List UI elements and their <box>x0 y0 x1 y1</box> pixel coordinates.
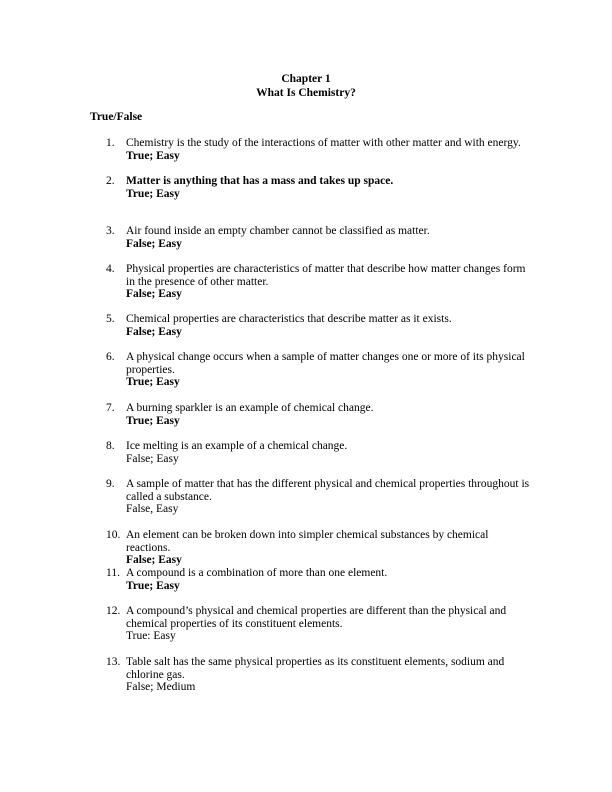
question-number: 8. <box>106 440 115 452</box>
question-item <box>90 175 530 200</box>
question-item <box>90 440 530 465</box>
chapter-number: Chapter 1 <box>281 73 331 85</box>
question-text: Matter is anything that has a mass and takes up space. <box>126 175 394 187</box>
question-text: Table salt has the same physical properties as its constituent elements, sodium and chlorine gas. <box>126 656 505 681</box>
question-answer: True; Easy <box>126 414 180 427</box>
chapter-header <box>0 72 612 100</box>
question-answer: False; Easy <box>126 325 182 338</box>
section-heading: True/False <box>90 111 143 123</box>
question-answer: True: Easy <box>126 630 176 642</box>
question-number: 7. <box>106 402 115 414</box>
question-text: A burning sparkler is an example of chemical change. <box>126 402 374 414</box>
question-answer: False; Medium <box>126 681 196 693</box>
question-answer: False; Easy <box>126 237 182 250</box>
question-text: A sample of matter that has the different physical and chemical properties throughout is called a substance. <box>126 478 530 503</box>
question-text: Chemistry is the study of the interactions of matter with other matter and with energy. <box>126 137 521 149</box>
question-answer: False; Easy <box>126 554 182 566</box>
question-number: 9. <box>106 478 115 490</box>
chapter-title: What Is Chemistry? <box>256 87 356 99</box>
question-number: 5. <box>106 313 115 325</box>
question-text: Air found inside an empty chamber cannot be classified as matter. <box>126 225 430 237</box>
question-item <box>90 137 530 162</box>
question-item <box>90 313 530 338</box>
question-number: 12. <box>106 605 121 617</box>
question-number: 4. <box>106 263 115 275</box>
question-text: A physical change occurs when a sample of matter changes one or more of its physical properties. <box>126 351 525 376</box>
question-number: 6. <box>106 351 115 363</box>
question-number: 10. <box>106 529 121 541</box>
question-answer: True; Easy <box>126 187 180 200</box>
question-item <box>90 351 530 389</box>
question-answer: False; Easy <box>126 288 182 300</box>
question-item <box>90 656 530 694</box>
question-number: 2. <box>106 175 115 187</box>
question-item <box>90 529 530 567</box>
question-item <box>90 478 530 516</box>
question-answer: True; Easy <box>126 149 180 162</box>
question-text: A compound’s physical and chemical properties are different than the physical and chemical properties of its constituent elements. <box>126 605 507 630</box>
question-item <box>90 225 530 250</box>
question-number: 11. <box>106 567 120 579</box>
question-item <box>90 263 530 301</box>
question-answer: True; Easy <box>126 376 180 388</box>
question-answer: False; Easy <box>126 452 179 465</box>
question-item <box>90 567 530 592</box>
question-answer: True; Easy <box>126 579 180 592</box>
question-text: A compound is a combination of more than one element. <box>126 567 388 579</box>
question-item <box>90 605 530 643</box>
question-text: Physical properties are characteristics of matter that describe how matter changes form in the presence of other matter. <box>126 263 526 288</box>
question-text: Chemical properties are characteristics that describe matter as it exists. <box>126 313 452 325</box>
question-number: 3. <box>106 225 115 237</box>
question-answer: False, Easy <box>126 503 179 515</box>
question-number: 1. <box>106 137 115 149</box>
question-text: Ice melting is an example of a chemical change. <box>126 440 348 452</box>
question-number: 13. <box>106 656 121 668</box>
question-text: An element can be broken down into simpler chemical substances by chemical reactions. <box>126 529 489 554</box>
question-item <box>90 402 530 427</box>
